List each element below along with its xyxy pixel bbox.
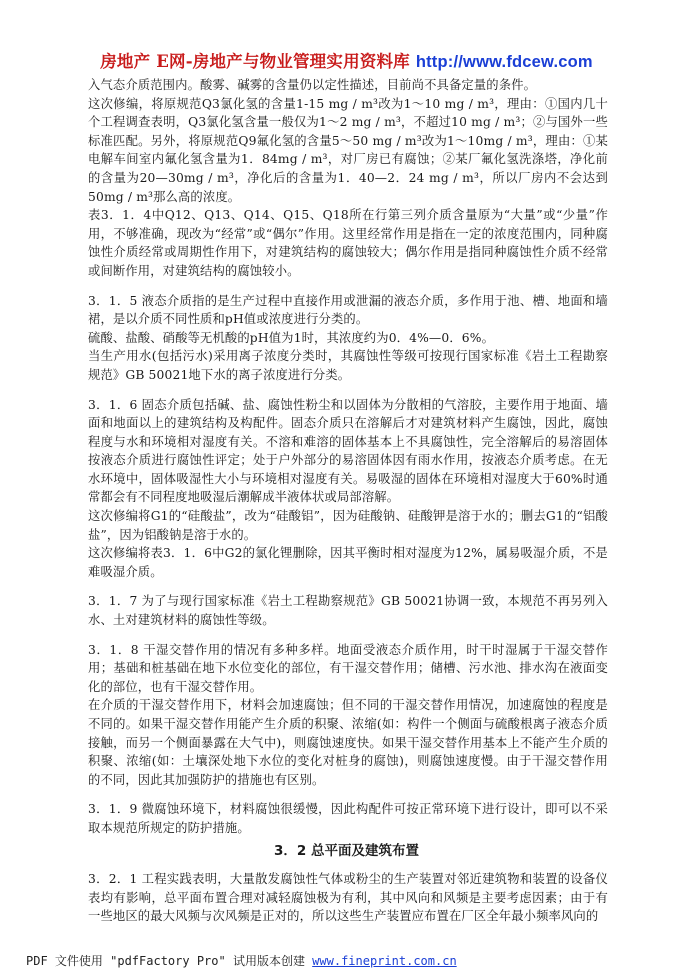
pdf-footer bbox=[26, 952, 686, 969]
paragraph-3-2-1: 3．2．1 工程实践表明，大量散发腐蚀性气体或粉尘的生产装置对邻近建筑物和装置的设备仪表均有影响，总平面布置合理对减轻腐蚀极为有利，其中风向和风频是主要考虑因素；由于有一些地区的最大风频与次风频是正对的，所以这些生产装置应布置在厂区全年最小频率风向的 bbox=[88, 872, 608, 924]
paragraph: 入气态介质范围内。酸雾、碱雾的含量仍以定性描述，目前尚不具备定量的条件。 bbox=[88, 78, 537, 92]
paragraph-3-1-5: 3．1．5 液态介质指的是生产过程中直接作用或泄漏的液态介质，多作用于池、槽、地面和墙裙，是以介质不同性质和pH值或浓度进行分类的。 bbox=[88, 293, 608, 327]
paragraph: 表3．1．4中Q12、Q13、Q14、Q15、Q18所在行第三列介质含量原为“大量”或“少量”作用，不够准确，现改为“经常”或“偶尔”作用。这里经常作用是指在一定的浓度范围内，同种腐蚀性介质经常或周期性作用下，对建筑结构的腐蚀较大；偶尔作用是指同种腐蚀性介质不经常或间断作用，对建筑结构的腐蚀较小。 bbox=[88, 208, 608, 278]
paragraph-3-1-9: 3．1．9 微腐蚀环境下，材料腐蚀很缓慢，因此构配件可按正常环境下进行设计，即可以不采取本规范所规定的防护措施。 bbox=[88, 802, 608, 835]
paragraph: 这次修编将G1的“硅酸盐”，改为“硅酸铝”，因为硅酸钠、硅酸钾是溶于水的；删去G1的“铝酸盐”，因为铝酸钠是溶于水的。 bbox=[88, 509, 608, 542]
header-url-link[interactable]: http://www.fdcew.com bbox=[415, 53, 593, 71]
paragraph: 当生产用水(包括污水)采用离子浓度分类时，其腐蚀性等级可按现行国家标准《岩土工程勘察规范》GB 50021地下水的离子浓度进行分类。 bbox=[88, 349, 608, 382]
paragraph-3-1-6: 3．1．6 固态介质包括碱、盐、腐蚀性粉尘和以固体为分散相的气溶胶，主要作用于地面、墙面和地面以上的建筑结构及构配件。固态介质只在溶解后才对建筑材料产生腐蚀，因此，腐蚀程度与水和环境相对湿度有关。不溶和难溶的固体基本上不具腐蚀性，完全溶解后的易溶固体按液态介质进行腐蚀性评定；处于户外部分的易溶固体因有雨水作用，按液态介质考虑。在无水环境中，固体吸湿性大小与环境相对湿度有关。易吸湿的固体在环境相对湿度大于60%时通常都会有不同程度地吸湿后潮解成半液体状或局部溶解。 bbox=[88, 397, 608, 505]
paragraph-3-1-8: 3．1．8 干湿交替作用的情况有多种多样。地面受液态介质作用，时干时湿属于干湿交替作用；基础和桩基础在地下水位变化的部位，有干湿交替作用；储槽、污水池、排水沟在液面变化的部位，也有干湿交替作用。 bbox=[88, 642, 608, 694]
paragraph: 这次修编，将原规范Q3氯化氢的含量1-15 mg / m³改为1～10 mg / m³，理由：①国内几十个工程调查表明，Q3氯化氢含量一般仅为1～2 mg / m³，不超过10 mg / m³；②与国外一些标准匹配。另外，将原规范Q9氟化氢的含量5～50 mg / m³改为1～10mg / m³，理由：①某电解车间室内氟化氢含量为1．84mg / m³，对厂房已有腐蚀；②某厂氟化氢洗涤塔，净化前的含量为20—30mg / m³，净化后的含量为1．40—2．24 mg / m³，所以厂房内不会达到50mg / m³那么高的浓度。 bbox=[88, 96, 608, 204]
header-title: 房地产 E网-房地产与物业管理实用资料库 bbox=[100, 52, 416, 71]
page-header bbox=[0, 48, 693, 72]
document-body bbox=[88, 76, 608, 838]
paragraph: 在介质的干湿交替作用下，材料会加速腐蚀；但不同的干湿交替作用情况，加速腐蚀的程度是不同的。如果干湿交替作用能产生介质的积聚、浓缩(如：构件一个侧面与硫酸根离子液态介质接触，而另一个侧面暴露在大气中)，则腐蚀速度快。如果干湿交替作用基本上不能产生介质的积聚、浓缩(如：土壤深处地下水位的变化对桩身的腐蚀)，则腐蚀速度慢。由于干湿交替作用的不同，因此其加强防护的措施也有区别。 bbox=[88, 698, 608, 787]
paragraph: 硫酸、盐酸、硝酸等无机酸的pH值为1时，其浓度约为0．4%—0．6%。 bbox=[88, 330, 495, 345]
paragraph-3-1-7: 3．1．7 为了与现行国家标准《岩土工程勘察规范》GB 50021协调一致，本规范不再另列入水、土对建筑材料的腐蚀性等级。 bbox=[88, 594, 608, 628]
footer-text: PDF 文件使用 "pdfFactory Pro" 试用版本创建 bbox=[26, 954, 313, 968]
footer-link[interactable]: www.fineprint.com.cn bbox=[312, 954, 457, 968]
section-heading: 3．2 总平面及建筑布置 bbox=[274, 843, 419, 859]
paragraph: 这次修编将表3．1．6中G2的氯化锂删除，因其平衡时相对湿度为12%，属易吸湿介质，不是难吸湿介质。 bbox=[88, 546, 608, 579]
